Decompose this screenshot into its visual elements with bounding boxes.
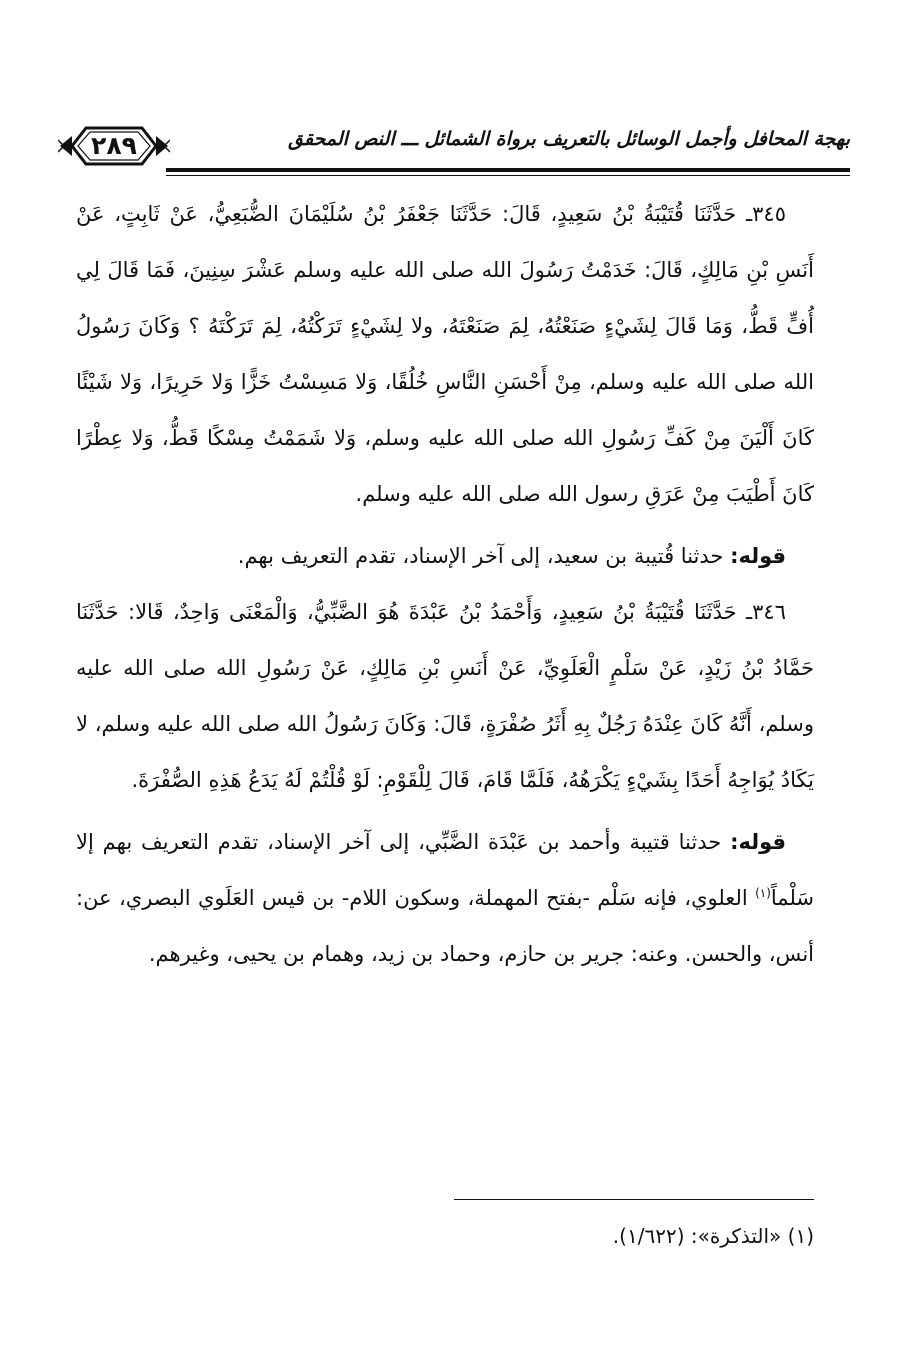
commentary-346 xyxy=(76,814,814,982)
hadith-345 xyxy=(76,186,814,522)
commentary-345-text: حدثنا قُتيبة بن سعيد، إلى آخر الإسناد، تقدم التعريف بهم. xyxy=(237,544,731,568)
page-number-badge xyxy=(58,122,170,170)
header-rule-thin xyxy=(166,175,850,176)
page-header xyxy=(58,118,850,178)
commentary-lead: قوله: xyxy=(730,544,786,568)
hadith-346 xyxy=(76,584,814,808)
commentary-346-text: حدثنا قتيبة وأحمد بن عَبْدَة الضَّبِّي، إلى آخر الإسناد، تقدم التعريف بهم إلا سَلْماً xyxy=(76,830,814,910)
page-number: ٢٨٩ xyxy=(91,131,137,160)
footnote-separator xyxy=(454,1199,814,1200)
hadith-345-text: ٣٤٥ـ حَدَّثَنَا قُتَيْبَةُ بْنُ سَعِيدٍ، قَالَ: حَدَّثَنَا جَعْفَرُ بْنُ سُلَيْمَانَ الضُّبَعِيُّ، عَنْ ثَابِتٍ، عَنْ أَنَسِ بْنِ مَالِكٍ، قَالَ: خَدَمْتُ رَسُولَ الله صلى الله عليه وسلم عَشْرَ سِنِينَ، فَمَا قَالَ لِي أُفٍّ قَطُّ، وَمَا قَالَ لِشَيْءٍ صَنَعْتُهُ، لِمَ صَنَعْتَهُ، ولا لِشَيْءٍ تَرَكْتُهُ، لِمَ تَرَكْتَهُ ؟ وَكَانَ رَسُولُ الله صلى الله عليه وسلم، مِنْ أَحْسَنِ النَّاسِ خُلُقًا، وَلا مَسِسْتُ خَزًّا وَلا حَرِيرًا، وَلا شَيْئًا كَانَ أَلْيَنَ مِنْ كَفِّ رَسُولِ الله صلى الله عليه وسلم، وَلا شَمَمْتُ مِسْكًا قَطُّ، وَلا عِطْرًا كَانَ أَطْيَبَ مِنْ عَرَقِ رسول الله صلى الله عليه وسلم. xyxy=(76,202,814,506)
main-text xyxy=(76,186,814,982)
header-rule-thick xyxy=(166,168,850,172)
hadith-346-text: ٣٤٦ـ حَدَّثَنَا قُتَيْبَةُ بْنُ سَعِيدٍ، وَأَحْمَدُ بْنُ عَبْدَةَ هُوَ الضَّبِّيُّ، وَالْمَعْنَى وَاحِدٌ، قَالا: حَدَّثَنَا حَمَّادُ بْنُ زَيْدٍ، عَنْ سَلْمٍ الْعَلَوِيِّ، عَنْ أَنَسِ بْنِ مَالِكٍ، عَنْ رَسُولِ الله صلى الله عليه وسلم، أَنَّهُ كَانَ عِنْدَهُ رَجُلٌ بِهِ أَثَرُ صُفْرَةٍ، قَالَ: وَكَانَ رَسُولُ الله صلى الله عليه وسلم، لا يَكَادُ يُوَاجِهُ أَحَدًا بِشَيْءٍ يَكْرَهُهُ، فَلَمَّا قَامَ، قَالَ لِلْقَوْمِ: لَوْ قُلْتُمْ لَهُ يَدَعُ هَذِهِ الصُّفْرَةَ. xyxy=(76,600,814,792)
commentary-345 xyxy=(76,528,814,584)
footnote: (١) «التذكرة»: (١/٦٢٢). xyxy=(612,1224,814,1248)
footnote-reference[interactable]: (١) xyxy=(755,886,771,900)
running-title: بهجة المحافل وأجمل الوسائل بالتعريف برواة الشمائل ـــ النص المحقق xyxy=(288,128,850,150)
commentary-346-text-cont: العلوي، فإنه سَلْم -بفتح المهملة، وسكون اللام- بن قيس العَلَوي البصري، عن: أنس، والحسن. وعنه: جرير بن حازم، وحماد بن زيد، وهمام بن يحيى، وغيرهم. xyxy=(76,886,814,966)
commentary-lead: قوله: xyxy=(730,830,786,854)
